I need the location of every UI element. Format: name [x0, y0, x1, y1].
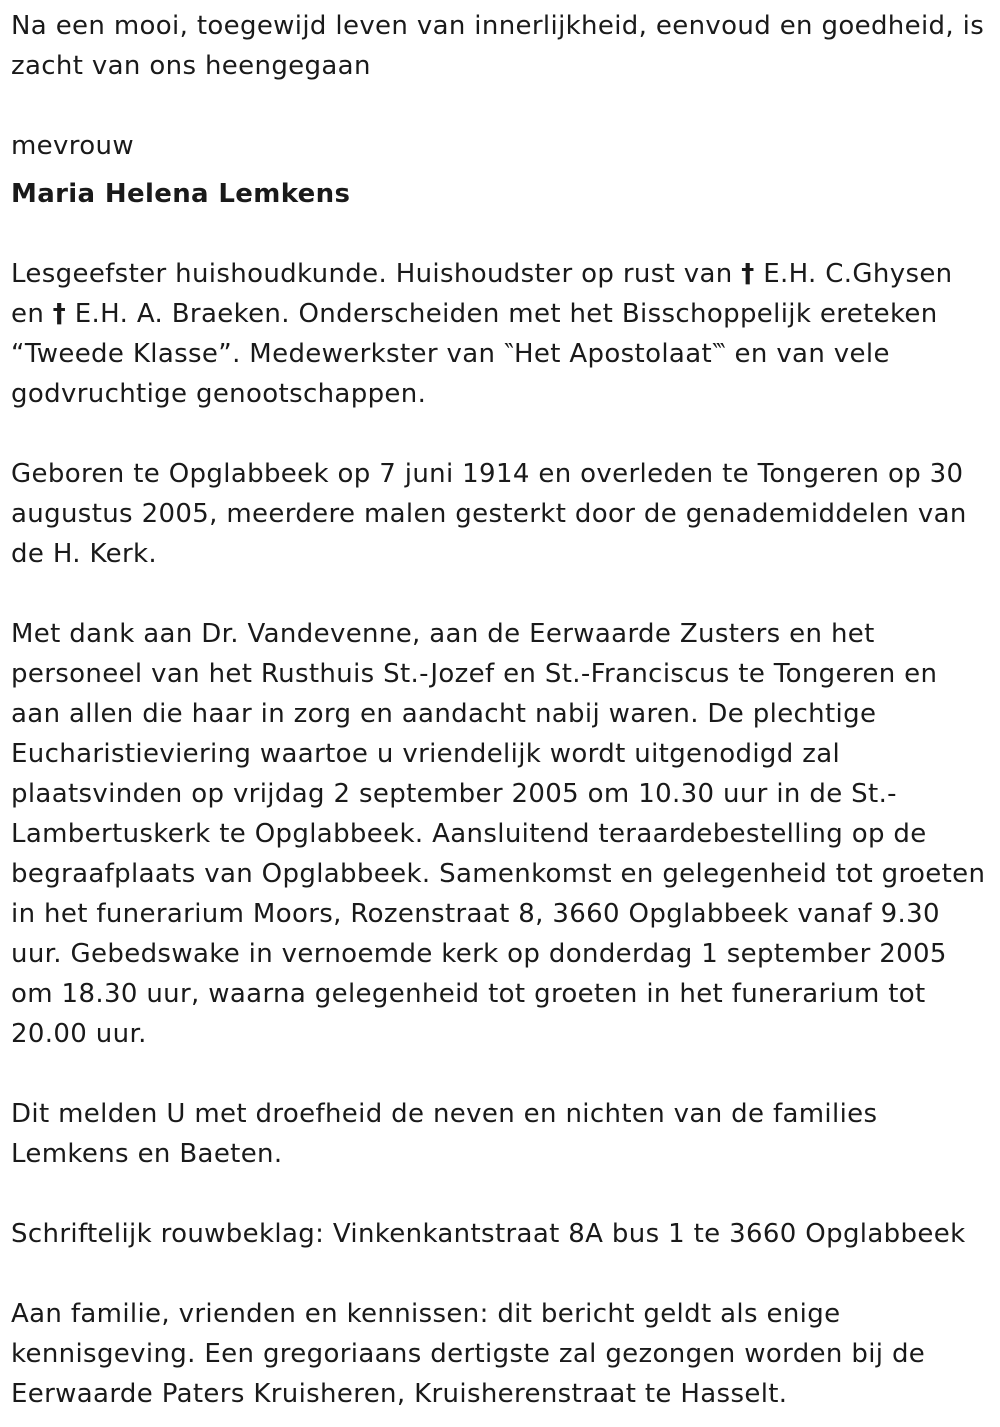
- spacer: [11, 574, 990, 614]
- birth-death-paragraph: Geboren te Opglabbeek op 7 juni 1914 en overleden te Tongeren op 30 augustus 2005, meerdere malen gesterkt door de genademiddelen van de H. Kerk.: [11, 459, 967, 569]
- spacer: [11, 1174, 990, 1214]
- spacer: [11, 214, 990, 254]
- cross-icon: †: [741, 259, 755, 289]
- condolences-address: Schriftelijk rouwbeklag: Vinkenkantstraat 8A bus 1 te 3660 Opglabbeek: [11, 1219, 966, 1249]
- thanks-ceremony-paragraph: Met dank aan Dr. Vandevenne, aan de Eerwaarde Zusters en het personeel van het Rusthuis St.-Jozef en St.-Franciscus te Tongeren en aan allen die haar in zorg en aandacht nabij waren. De plechtige Eucharistieviering waartoe u vriendelijk wordt uitgenodigd zal plaatsvinden op vrijdag 2 september 2005 om 10.30 uur in de St.-Lambertuskerk te Opglabbeek. Aansluitend teraardebestelling op de begraafplaats van Opglabbeek. Samenkomst en gelegenheid tot groeten in het funerarium Moors, Rozenstraat 8, 3660 Opglabbeek vanaf 9.30 uur. Gebedswake in vernoemde kerk op donderdag 1 september 2005 om 18.30 uur, waarna gelegenheid tot groeten in het funerarium tot 20.00 uur.: [11, 619, 986, 1049]
- biography-text-3: E.H. A. Braeken. Onderscheiden met het Bisschoppelijk ereteken “Tweede Klasse”. Medewerkster van ‶Het Apostolaat‷ en van vele godvruchtige genootschappen.: [11, 299, 938, 409]
- cross-icon: †: [52, 299, 67, 329]
- spacer: [11, 1054, 990, 1094]
- spacer: [11, 414, 990, 454]
- biography-text-2: E.H. C.Ghysen en: [11, 259, 953, 329]
- spacer: [11, 86, 990, 126]
- honorific-title: mevrouw: [11, 131, 134, 161]
- biography-paragraph: [11, 254, 990, 414]
- notice-paragraph: Aan familie, vrienden en kennissen: dit bericht geldt als enige kennisgeving. Een gregoriaans dertigste zal gezongen worden bij de Eerwaarde Paters Kruisheren, Kruisherenstraat te Hasselt.: [11, 1299, 926, 1409]
- deceased-name: Maria Helena Lemkens: [11, 179, 351, 209]
- biography-text-1: Lesgeefster huishoudkunde. Huishoudster op rust van: [11, 259, 742, 289]
- spacer: [11, 1254, 990, 1294]
- intro-paragraph: Na een mooi, toegewijd leven van innerlijkheid, eenvoud en goedheid, is zacht van ons heengegaan: [11, 11, 985, 81]
- announcement-paragraph: Dit melden U met droefheid de neven en nichten van de families Lemkens en Baeten.: [11, 1099, 878, 1169]
